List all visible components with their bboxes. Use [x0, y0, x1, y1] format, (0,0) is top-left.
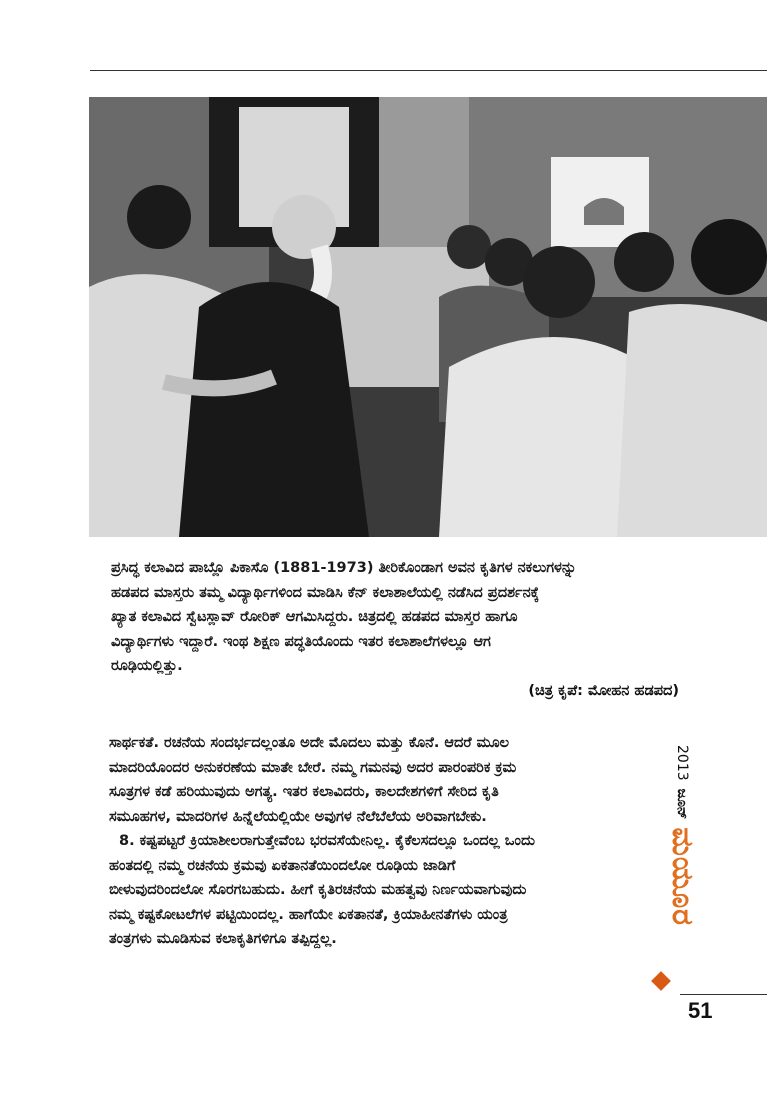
page-number-rule: [680, 994, 767, 995]
body-line: ಬೀಳುವುದರಿಂದಲೋ ಸೊರಗಬಹುದು. ಹೀಗೆ ಕೃತಿರಚನೆಯ ಮಹತ್ವವು ನಿರ್ಣಯವಾಗುವುದು: [109, 882, 527, 898]
photo-illustration: [89, 97, 767, 537]
body-line: ನಮ್ಮ ಕಷ್ಟಕೋಟಲೆಗಳ ಪಟ್ಟಿಯಿಂದಲ್ಲ. ಹಾಗೆಯೇ ಏಕತಾನತೆ, ಕ್ರಿಯಾಹೀನತೆಗಳು ಯಂತ್ರ: [109, 906, 508, 923]
photo-caption: [111, 556, 676, 679]
body-line: 8. ಕಷ್ಟಪಟ್ಟರೆ ಕ್ರಿಯಾಶೀಲರಾಗುತ್ತೇವೆಂಬ ಭರವಸೆಯೇನಿಲ್ಲ. ಕೈಕೆಲಸದಲ್ಲೂ ಒಂದಲ್ಲ ಒಂದು: [119, 833, 535, 849]
body-line: ಸಾರ್ಥಕತೆ. ರಚನೆಯ ಸಂದರ್ಭದಲ್ಲಂತೂ ಅದೇ ಮೊದಲು ಮತ್ತು ಕೊನೆ. ಆದರೆ ಮೂಲ: [109, 735, 510, 751]
body-line: ಸಮೂಹಗಳ, ಮಾದರಿಗಳ ಹಿನ್ನೆಲೆಯಲ್ಲಿಯೇ ಅವುಗಳ ನೆಲೆಬೆಲೆಯ ಅರಿವಾಗಬೇಕು.: [109, 808, 487, 825]
caption-line: ಖ್ಯಾತ ಕಲಾವಿದ ಸ್ವೆಟಸ್ಲಾವ್ ರೋರಿಕ್ ಆಗಮಿಸಿದ್ದರು. ಚಿತ್ರದಲ್ಲಿ ಹಡಪದ ಮಾಸ್ತರ ಹಾಗೂ: [111, 609, 518, 625]
issue-year: 2013: [674, 745, 691, 781]
page-number: 51: [688, 998, 713, 1023]
exhibition-photo: [89, 97, 767, 537]
body-line: ಮಾದರಿಯೊಂದರ ಅನುಕರಣೆಯ ಮಾತೇ ಬೇರೆ. ನಮ್ಮ ಗಮನವು ಅದರ ಪಾರಂಪರಿಕ ಕ್ರಮ: [109, 759, 517, 776]
magazine-logo: ಮಯೂರ: [665, 827, 700, 926]
caption-line: ಪ್ರಸಿದ್ಧ ಕಲಾವಿದ ಪಾಬ್ಲೊ ಪಿಕಾಸೊ (1881-1973) ತೀರಿಕೊಂಡಾಗ ಅವನ ಕೃತಿಗಳ ನಕಲುಗಳನ್ನು: [111, 560, 577, 576]
caption-line: ರೂಢಿಯಲ್ಲಿತ್ತು.: [111, 658, 183, 674]
issue-month: ಜೂನ್: [674, 788, 691, 820]
body-line: ಸೂತ್ರಗಳ ಕಡೆ ಹರಿಯುವುದು ಅಗತ್ಯ. ಇತರ ಕಲಾವಿದರು, ಕಾಲದೇಶಗಳಿಗೆ ಸೇರಿದ ಕೃತಿ: [109, 784, 499, 800]
body-line: ಹಂತದಲ್ಲಿ ನಮ್ಮ ರಚನೆಯ ಕ್ರಮವು ಏಕತಾನತೆಯಿಂದಲೋ ರೂಢಿಯ ಜಾಡಿಗೆ: [109, 857, 456, 874]
photo-credit: (ಚಿತ್ರ ಕೃಪೆ: ಮೋಹನ ಹಡಪದ): [528, 683, 679, 699]
margin-masthead: [660, 745, 720, 975]
caption-line: ವಿದ್ಯಾರ್ಥಿಗಳು ಇದ್ದಾರೆ. ಇಂಥ ಶಿಕ್ಷಣ ಪದ್ಧತಿಯೊಂದು ಇತರ ಕಲಾಶಾಲೆಗಳಲ್ಲೂ ಆಗ: [111, 633, 491, 650]
article-body: [109, 731, 644, 952]
body-line: ತಂತ್ರಗಳು ಮೂಡಿಸುವ ಕಲಾಕೃತಿಗಳಿಗೂ ತಪ್ಪಿದ್ದಲ್ಲ.: [109, 931, 337, 947]
top-rule: [90, 70, 767, 71]
caption-line: ಹಡಪದ ಮಾಸ್ತರು ತಮ್ಮ ವಿದ್ಯಾರ್ಥಿಗಳಿಂದ ಮಾಡಿಸಿ ಕೆನ್ ಕಲಾಶಾಲೆಯಲ್ಲಿ ನಡೆಸಿದ ಪ್ರದರ್ಶನಕ್ಕೆ: [111, 584, 540, 601]
